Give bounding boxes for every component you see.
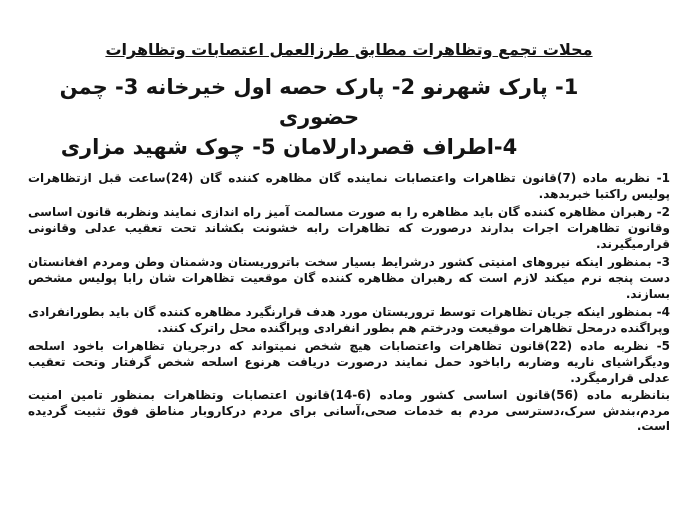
- document-title: محلات تجمع وتظاهرات مطابق طرزالعمل اعتصابات وتظاهرات: [105, 40, 593, 59]
- locations-list: [28, 72, 670, 162]
- closing-paragraph: بنانظربه ماده (56)قانون اساسی کشور وماده (6-14)قانون اعتصابات وتظاهرات بمنظور تامین امنیت مردم،بندش سرک،دسترسی مردم به خدمات صحی،آسانی برای مردم درکاروبار مناطق فوق تثبیت گردیده است.: [28, 388, 671, 433]
- rule-paragraph-4: 4- بمنظور اینکه جریان تظاهرات توسط تروریستان مورد هدف قرارنگیرد مظاهره کننده گان باید بطورانفرادی وپراگنده درمحل تظاهرات موقیعت ودرختم هم بطور انفرادی وپراگنده محل راترک کنند.: [28, 305, 670, 335]
- document-page: [28, 38, 670, 498]
- rules-section: [28, 170, 670, 435]
- locations-line-2: 4-اطراف قصردارلامان 5- چوک شهید مزاری: [60, 135, 518, 159]
- rule-paragraph-3: 3- بمنظور اینکه نیروهای امنیتی کشور درشرایط بسیار سخت باتروریستان ودشمنان وطن ومردم افغانستان دست پنجه نرم میکند لازم است که رهبران مظاهره کننده گان موقعیت تظاهرات شان رابا پولیس مشخص بسازند.: [28, 255, 670, 301]
- locations-line-1: 1- پارک شهرنو 2- پارک حصه اول خیرخانه 3- چمن حضوری: [59, 75, 579, 129]
- rule-paragraph-1: 1- نظربه ماده (7)قانون تظاهرات واعتصابات نماینده گان مظاهره کننده گان (24)ساعت قبل ازتظاهرات پولیس راکتبا خبربدهد.: [28, 171, 671, 201]
- rule-paragraph-2: 2- رهبران مظاهره کننده گان باید مظاهره را به صورت مسالمت آمیز راه اندازی نمایند ونظربه قانون اساسی وقانون تظاهرات اجرات بدارند درصورت که تظاهرات رابه خشونت بکشاند تحت تعقیب عدلی وقانونی قرارمیگیرند.: [28, 205, 670, 251]
- rule-paragraph-5: 5- نظربه ماده (22)قانون تظاهرات واعتصابات هیچ شخص نمیتواند که درجریان تظاهرات باخود اسلحه وديگراشیای ناریه وضاربه راباخود حمل نمایند درصورت دریافت هرنوع اسلحه شخص گرفتار وتحت تعقیب عدلی قرارمیگرد.: [28, 339, 670, 385]
